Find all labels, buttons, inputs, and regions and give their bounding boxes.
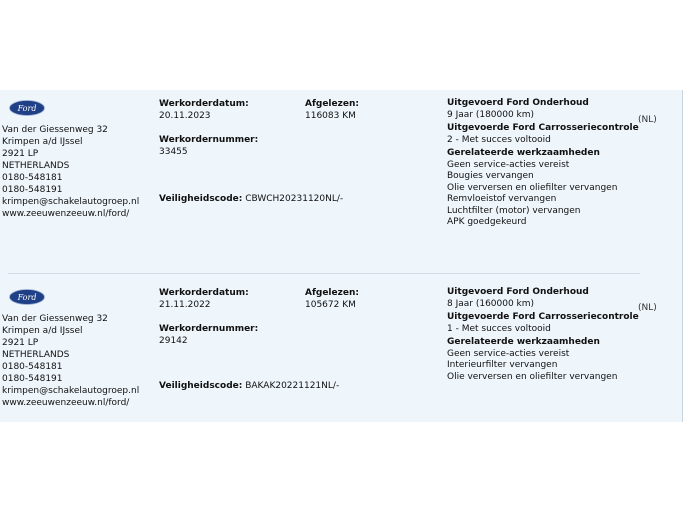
dealer-city: Krimpen a/d IJssel — [2, 137, 83, 147]
body-check-label: Uitgevoerde Ford Carrosseriecontrole — [447, 312, 639, 322]
dealer-phone-1: 0180-548181 — [2, 362, 63, 372]
svg-text:Ford: Ford — [17, 293, 37, 302]
service-details-column — [447, 98, 637, 229]
dealer-city: Krimpen a/d IJssel — [2, 326, 83, 336]
order-number-value: 29142 — [159, 336, 188, 346]
security-code-label: Veiligheidscode: — [159, 381, 243, 391]
order-date-value: 20.11.2023 — [159, 111, 211, 121]
mileage-column — [305, 98, 425, 122]
dealer-address — [2, 124, 139, 220]
security-code-value: CBWCH20231120NL/- — [245, 194, 344, 204]
dealer-postcode: 2921 LP — [2, 149, 39, 159]
related-work-item: Olie verversen en oliefilter vervangen — [447, 371, 618, 382]
dealer-phone-1: 0180-548181 — [2, 173, 63, 183]
related-work-label: Gerelateerde werkzaamheden — [447, 337, 600, 347]
order-date-label: Werkorderdatum: — [159, 99, 249, 109]
body-check-value: 1 - Met succes voltooid — [447, 323, 551, 334]
dealer-email: krimpen@schakelautogroep.nl — [2, 197, 140, 207]
ford-logo-icon — [9, 289, 45, 305]
svg-text:Ford: Ford — [17, 104, 37, 113]
dealer-website: www.zeeuwenzeeuw.nl/ford/ — [2, 209, 130, 219]
dealer-phone-2: 0180-548191 — [2, 374, 63, 384]
security-code — [159, 194, 343, 204]
dealer-country: NETHERLANDS — [2, 350, 70, 360]
service-value: 9 Jaar (180000 km) — [447, 109, 535, 120]
panel-right-border — [682, 90, 683, 422]
order-number-value: 33455 — [159, 147, 188, 157]
security-code-value: BAKAK20221121NL/- — [245, 381, 340, 391]
country-code: (NL) — [638, 303, 657, 313]
service-label: Uitgevoerd Ford Onderhoud — [447, 98, 589, 108]
dealer-street: Van der Giessenweg 32 — [2, 314, 108, 324]
record-divider — [8, 273, 640, 274]
service-value: 8 Jaar (160000 km) — [447, 298, 535, 309]
related-work-item: Luchtfilter (motor) vervangen — [447, 205, 581, 216]
reading-label: Afgelezen: — [305, 99, 359, 109]
body-check-label: Uitgevoerde Ford Carrosseriecontrole — [447, 123, 639, 133]
related-work-item: Geen service-acties vereist — [447, 159, 570, 170]
country-code: (NL) — [638, 115, 657, 125]
related-work-item: Interieurfilter vervangen — [447, 360, 558, 370]
related-work-item: Remvloeistof vervangen — [447, 194, 557, 204]
ford-logo-icon — [9, 100, 45, 116]
dealer-website: www.zeeuwenzeeuw.nl/ford/ — [2, 398, 130, 408]
related-work-item: Geen service-acties vereist — [447, 348, 570, 359]
dealer-email: krimpen@schakelautogroep.nl — [2, 386, 140, 396]
security-code-label: Veiligheidscode: — [159, 194, 243, 204]
related-work-label: Gerelateerde werkzaamheden — [447, 148, 600, 158]
dealer-address — [2, 313, 139, 409]
dealer-country: NETHERLANDS — [2, 161, 70, 171]
related-work-item: Olie verversen en oliefilter vervangen — [447, 182, 618, 193]
related-work-item: Bougies vervangen — [447, 171, 534, 181]
service-details-column — [447, 287, 637, 383]
work-order-column — [159, 287, 299, 347]
order-date-value: 21.11.2022 — [159, 300, 211, 310]
dealer-street: Van der Giessenweg 32 — [2, 125, 108, 135]
order-number-label: Werkordernummer: — [159, 324, 259, 334]
related-work-item: APK goedgekeurd — [447, 217, 527, 227]
mileage-column — [305, 287, 425, 311]
body-check-value: 2 - Met succes voltooid — [447, 134, 551, 145]
security-code — [159, 381, 339, 391]
reading-value: 116083 KM — [305, 111, 356, 121]
dealer-postcode: 2921 LP — [2, 338, 39, 348]
order-date-label: Werkorderdatum: — [159, 288, 249, 298]
reading-label: Afgelezen: — [305, 288, 359, 298]
service-label: Uitgevoerd Ford Onderhoud — [447, 287, 589, 297]
work-order-column — [159, 98, 299, 158]
dealer-phone-2: 0180-548191 — [2, 185, 63, 195]
order-number-label: Werkordernummer: — [159, 135, 259, 145]
reading-value: 105672 KM — [305, 300, 356, 310]
